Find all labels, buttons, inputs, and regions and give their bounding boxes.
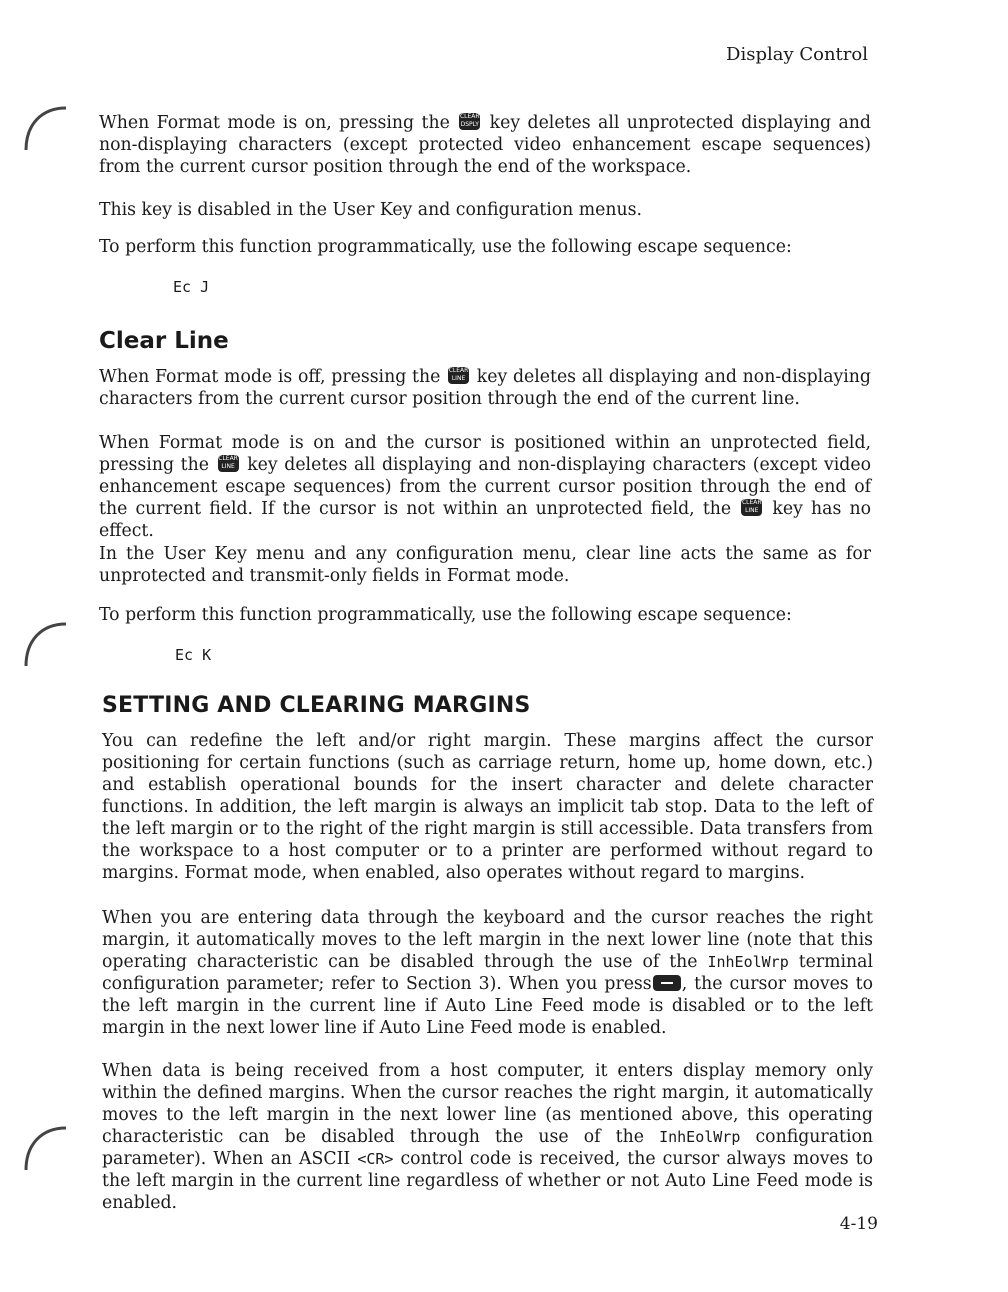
paragraph-clear-line-on: When Format mode is on and the cursor is positioned within an unprotected field, pressing the CLEAR LINE key deletes all displaying and non-displaying characters (except video enhancement escape sequences) from the current cursor position through the end of the current field. If the cursor is not within an unprotected field, the CLEAR LINE key has no effect. — [99, 433, 871, 541]
clear-line-key-icon: CLEAR LINE — [218, 455, 238, 470]
page-number: 4-19 — [839, 1214, 878, 1234]
config-parameter: InhEolWrp — [659, 1128, 741, 1146]
punch-hole-icon — [22, 104, 68, 150]
punch-hole-icon — [22, 620, 68, 666]
paragraph-margins-intro: You can redefine the left and/or right margin. These margins affect the cursor positioning for certain functions (such as carriage return, home up, home down, etc.) and establish operational bounds for the insert character and delete character functions. In addition, the left margin is always an implicit tab stop. Data to the left of the left margin or to the right of the right margin is still accessible. Data transfers from the workspace to a host computer or to a printer are performed without regard to margins. Format mode, when enabled, also operates without regard to margins. — [102, 731, 873, 883]
control-code: <CR> — [357, 1150, 394, 1168]
paragraph-programmatic-k: To perform this function programmatically, use the following escape sequence: — [99, 605, 792, 625]
paragraph-programmatic: To perform this function programmatically, use the following escape sequence: — [99, 237, 792, 257]
escape-sequence: Ec K — [175, 646, 212, 664]
paragraph-clear-line-off: When Format mode is off, pressing the CLEAR LINE key deletes all displaying and non-displaying characters from the current cursor position through the end of the current line. — [99, 367, 871, 409]
config-parameter: InhEolWrp — [707, 953, 789, 971]
punch-hole-icon — [22, 1124, 68, 1170]
return-key-icon — [653, 975, 681, 991]
section-heading-margins: SETTING AND CLEARING MARGINS — [102, 693, 531, 718]
paragraph-margins-host: When data is being received from a host computer, it enters display memory only within the defined margins. When the cursor reaches the right margin, it automatically moves to the left margin in the next lower line (as mentioned above, this operating characteristic can be disabled through the use of the InhEolWrp configuration parameter). When an ASCII <CR> control code is received, the cursor always moves to the left margin in the current line regardless of whether or not Auto Line Feed mode is enabled. — [102, 1061, 874, 1213]
paragraph-format-on: When Format mode is on, pressing the CLEAR DSPLY key deletes all unprotected displaying and non-displaying characters (except protected video enhancement escape sequences) from the current cursor position through the end of the workspace. — [99, 113, 871, 177]
clear-line-key-icon: CLEAR LINE — [741, 499, 762, 514]
clear-display-key-icon: CLEAR DSPLY — [459, 113, 480, 128]
clear-line-key-icon: CLEAR LINE — [448, 367, 469, 382]
section-heading-clear-line: Clear Line — [99, 328, 229, 354]
paragraph-margins-keyboard: When you are entering data through the keyboard and the cursor reaches the right margin, it automatically moves to the left margin in the next lower line (note that this operating characteristic can be disabled through the use of the InhEolWrp terminal configuration parameter; refer to Section 3). When you press , the cursor moves to the left margin in the current line if Auto Line Feed mode is disabled or to the left margin in the next lower line if Auto Line Feed mode is enabled. — [102, 908, 874, 1038]
paragraph-user-key-menu: In the User Key menu and any configuration menu, clear line acts the same as for unprotected and transmit-only fields in Format mode. — [99, 544, 871, 586]
running-header: Display Control — [726, 44, 868, 65]
paragraph-disabled: This key is disabled in the User Key and configuration menus. — [99, 200, 643, 220]
escape-sequence: Ec J — [173, 278, 210, 296]
